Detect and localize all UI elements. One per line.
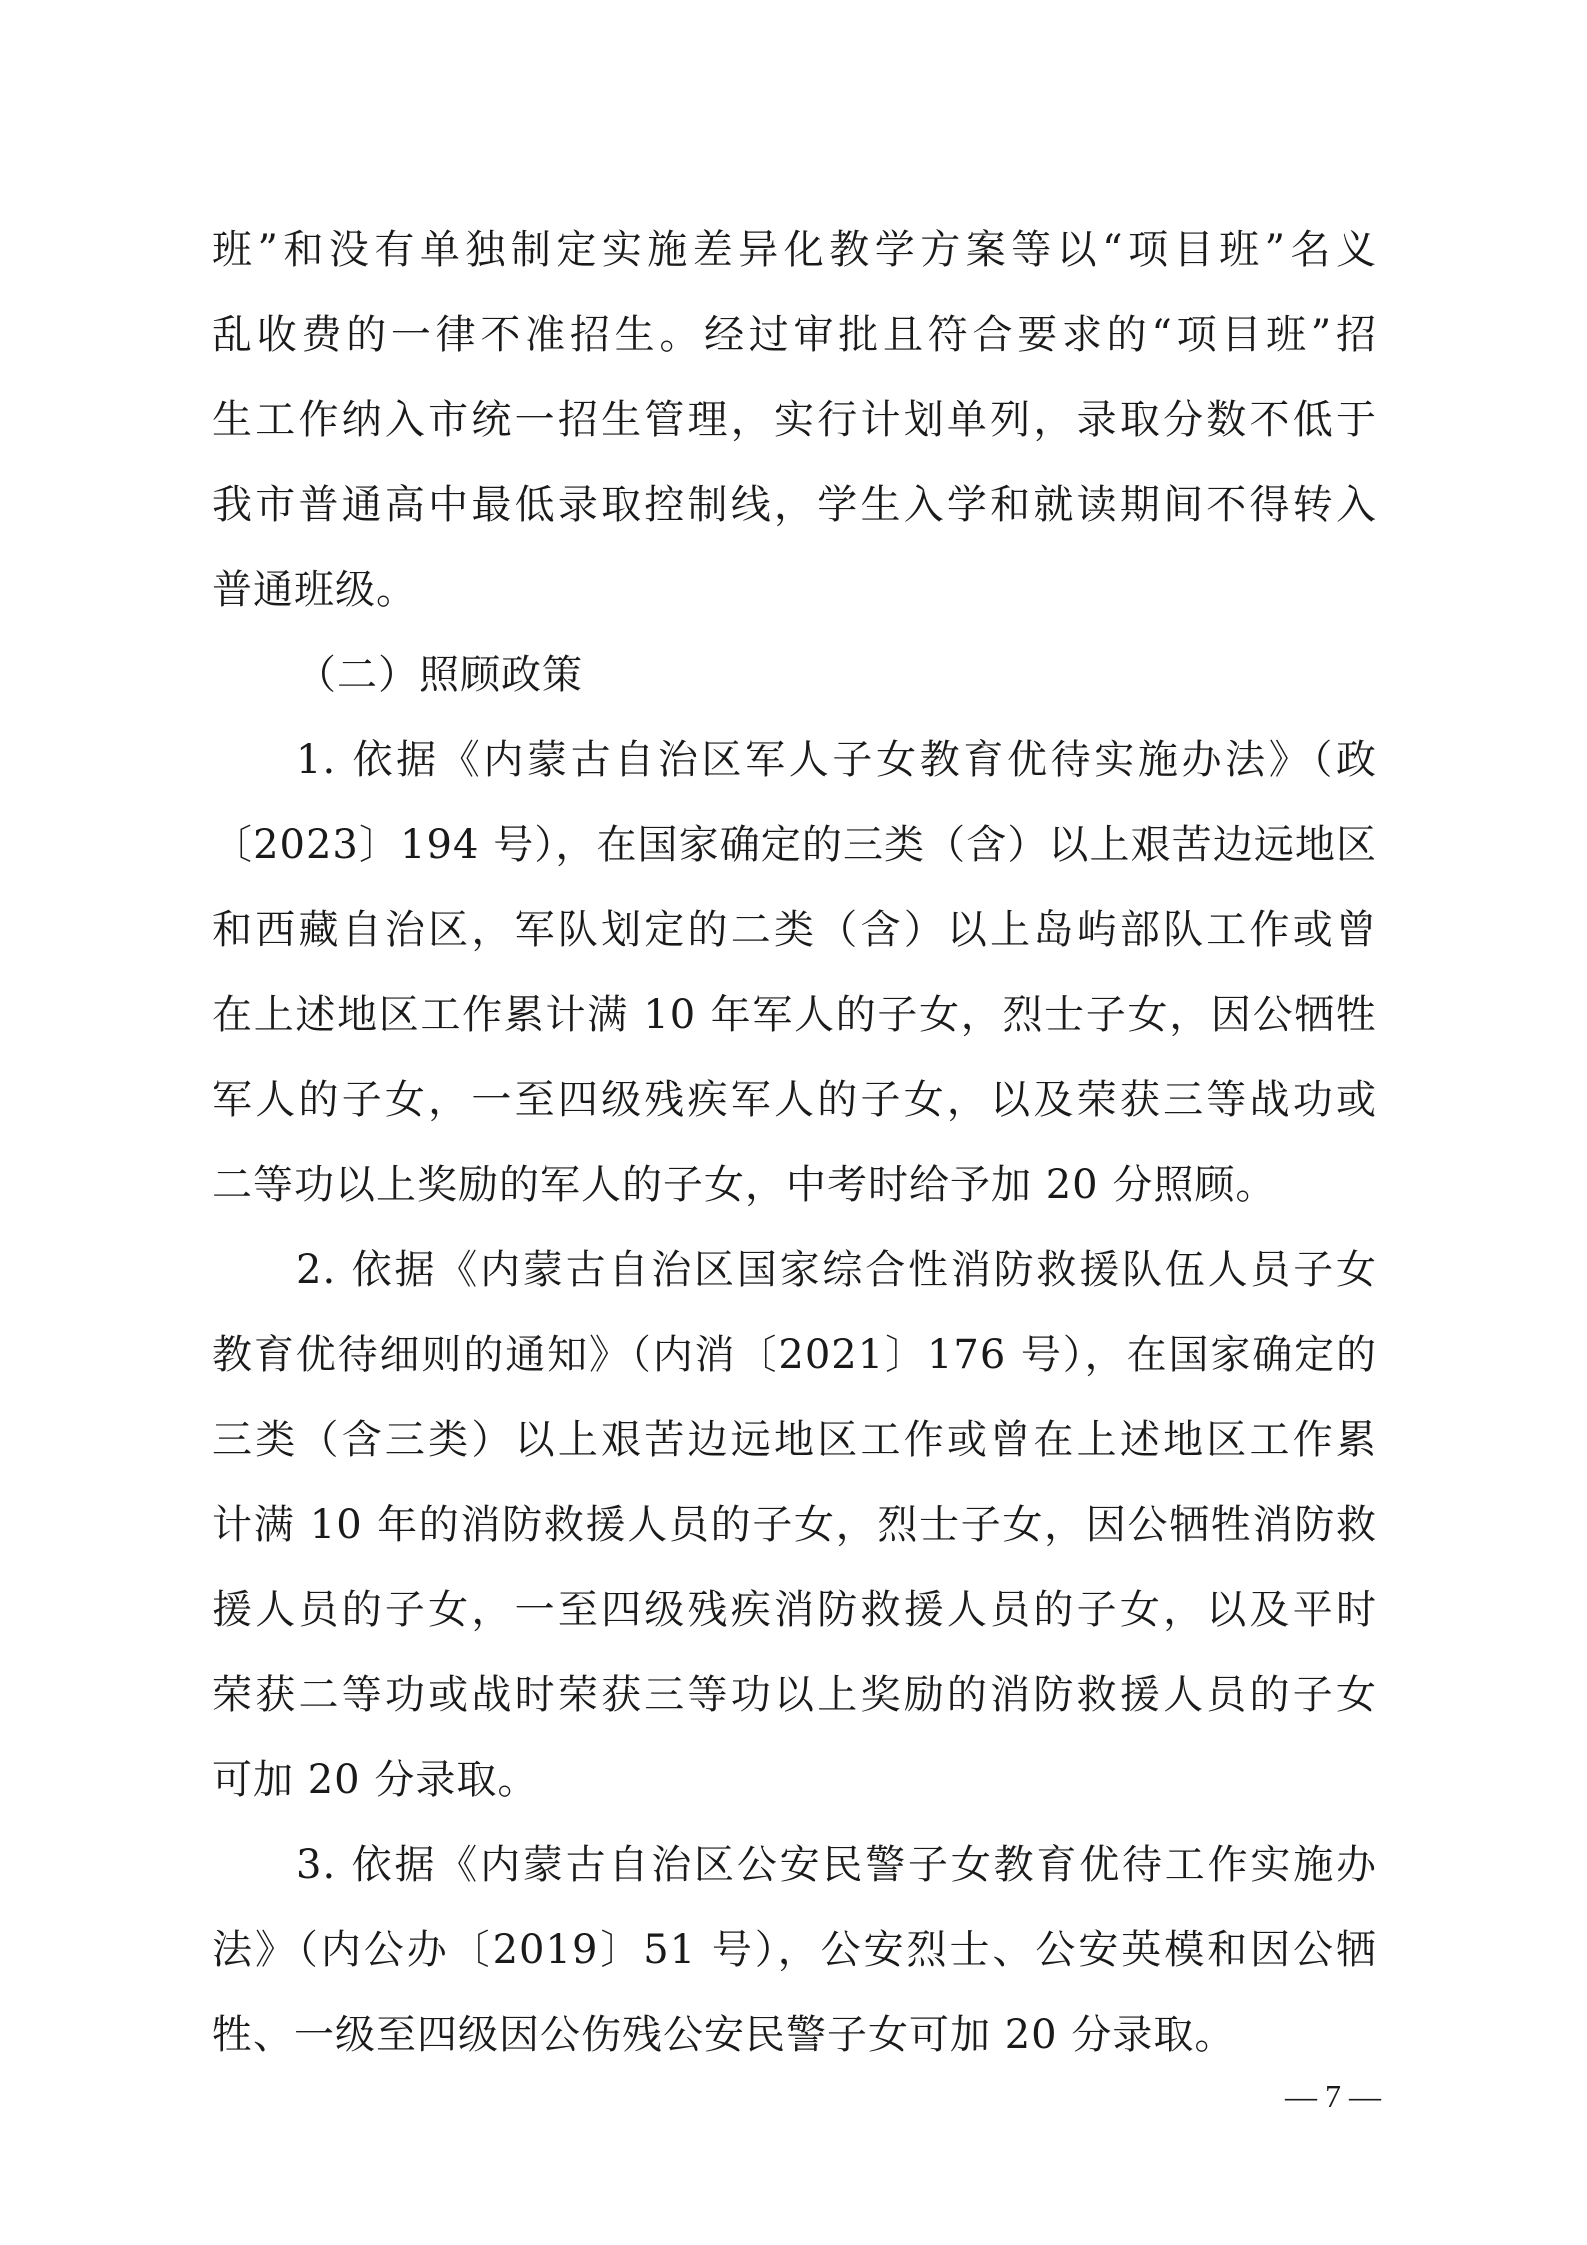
text-line: 普通班级。 [212,567,417,613]
text-line: 计满 10 年的消防救援人员的子女，烈士子女，因公牺牲消防救 [212,1502,1377,1548]
text-line: 法》（内公办〔2019〕51 号），公安烈士、公安英模和因公牺 [212,1927,1377,1973]
text-line: 2. 依据《内蒙古自治区国家综合性消防救援队伍人员子女 [296,1247,1377,1293]
text-line: 援人员的子女，一至四级残疾消防救援人员的子女，以及平时 [212,1587,1377,1633]
paragraph-project-class [212,208,1377,633]
text-line: 二等功以上奖励的军人的子女，中考时给予加 20 分照顾。 [212,1162,1277,1208]
text-line: 3. 依据《内蒙古自治区公安民警子女教育优待工作实施办 [296,1842,1377,1888]
text-line: 军人的子女，一至四级残疾军人的子女，以及荣获三等战功或 [212,1077,1377,1123]
text-line: 三类（含三类）以上艰苦边远地区工作或曾在上述地区工作累 [212,1417,1377,1463]
text-line: 生工作纳入市统一招生管理，实行计划单列，录取分数不低于 [212,397,1377,443]
text-line: 在上述地区工作累计满 10 年军人的子女，烈士子女，因公牺牲 [212,992,1377,1038]
text-line: 教育优待细则的通知》（内消〔2021〕176 号），在国家确定的 [212,1332,1377,1378]
text-line: 1. 依据《内蒙古自治区军人子女教育优待实施办法》（政 [296,737,1377,783]
text-line: 牲、一级至四级因公伤残公安民警子女可加 20 分录取。 [212,2012,1236,2058]
text-line: 我市普通高中最低录取控制线，学生入学和就读期间不得转入 [212,482,1377,528]
text-line: 和西藏自治区，军队划定的二类（含）以上岛屿部队工作或曾 [212,907,1377,953]
text-line: 乱收费的一律不准招生。经过审批且符合要求的“项目班”招 [212,312,1377,358]
text-line: 〔2023〕194 号），在国家确定的三类（含）以上艰苦边远地区 [212,822,1377,868]
paragraph-item-3 [212,1823,1377,2078]
page-number: — 7 — [1285,2078,1381,2114]
paragraph-item-2 [212,1228,1377,1823]
section-heading [212,633,1377,718]
text-line: 荣获二等功或战时荣获三等功以上奖励的消防救援人员的子女 [212,1672,1377,1718]
paragraph-item-1 [212,718,1377,1228]
text-line: 班”和没有单独制定实施差异化教学方案等以“项目班”名义 [212,227,1377,273]
section-heading-text: （二）照顾政策 [296,652,583,698]
text-line: 可加 20 分录取。 [212,1757,539,1803]
body-text [212,208,1377,2078]
